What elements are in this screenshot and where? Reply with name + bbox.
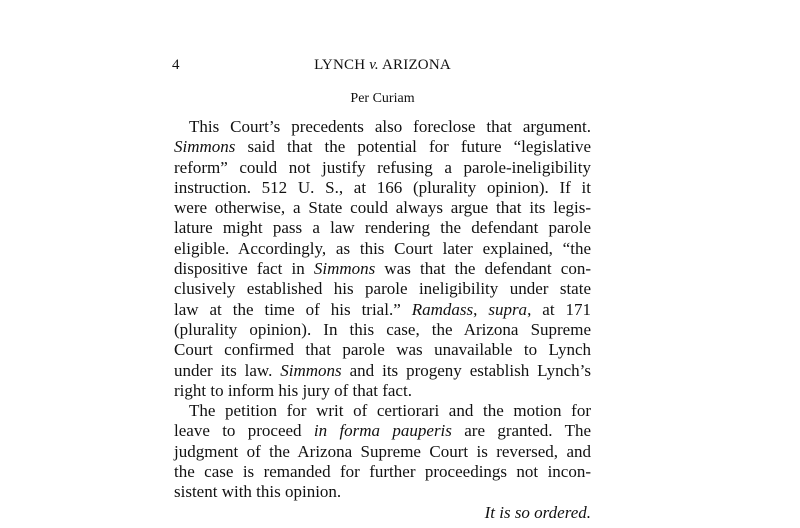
text-line: The petition for writ of certiorari and the motion for	[189, 401, 591, 421]
citation-supra: supra	[488, 299, 528, 319]
text-line: right to inform his jury of that fact.	[174, 380, 412, 400]
case-title-v: v.	[369, 57, 379, 73]
text-line: clusively established his parole ineligibility under state	[174, 279, 591, 299]
case-name-ramdass: Ramdass	[411, 299, 474, 319]
text-line: Court confirmed that parole was unavailable to Lynch	[174, 340, 591, 360]
running-head	[174, 56, 591, 74]
text-line: under its law. Simmons and its progeny establish Lynch’s	[174, 360, 592, 380]
case-name-simmons: Simmons	[280, 360, 342, 380]
closing-order: It is so ordered.	[484, 502, 591, 522]
paragraph-2	[174, 401, 591, 502]
case-name-simmons: Simmons	[313, 259, 376, 279]
case-name-simmons: Simmons	[174, 137, 236, 157]
text-line: (plurality opinion). In this case, the Arizona Supreme	[174, 319, 591, 339]
text-line: sistent with this opinion.	[174, 482, 342, 502]
paragraph-1	[174, 117, 591, 401]
text-line: leave to proceed in forma pauperis are granted. The	[174, 421, 592, 441]
text-line: judgment of the Arizona Supreme Court is reversed, and	[174, 441, 591, 461]
text-line: Simmons said that the potential for future “legislative	[174, 137, 591, 157]
text-line: lature might pass a law rendering the defendant parole	[174, 218, 591, 238]
case-title-right: ARIZONA	[382, 57, 451, 73]
text-line: the case is remanded for further proceedings not incon-	[174, 462, 591, 482]
page-number: 4	[172, 57, 180, 73]
opinion-body	[174, 117, 591, 523]
text-line: eligible. Accordingly, as this Court later explained, “the	[174, 238, 591, 258]
text-line: reform” could not justify refusing a parole-ineligibility	[174, 157, 591, 177]
text-line: law at the time of his trial.” Ramdass, supra, at 171	[174, 299, 592, 319]
latin-phrase: in forma pauperis	[313, 421, 452, 441]
text-line: dispositive fact in Simmons was that the defendant con-	[174, 259, 591, 279]
per-curiam-heading: Per Curiam	[350, 91, 415, 106]
text-line: were otherwise, a State could always argue that its legis-	[174, 198, 591, 218]
text-line: This Court’s precedents also foreclose that argument.	[189, 117, 591, 136]
text-line: instruction. 512 U. S., at 166 (plurality opinion). If it	[174, 177, 591, 197]
case-title-left: LYNCH	[314, 57, 366, 73]
